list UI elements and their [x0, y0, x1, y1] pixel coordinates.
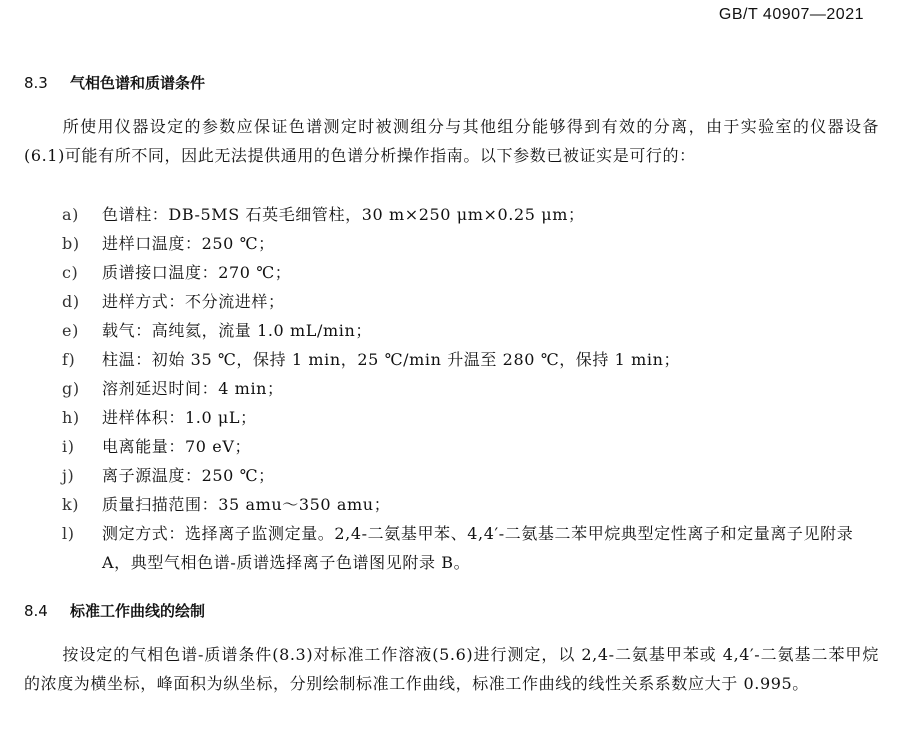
list-item-text: 离子源温度：250 ℃； — [102, 466, 275, 485]
list-marker: a) — [62, 205, 79, 224]
list-marker: i) — [62, 437, 75, 456]
section-number: 8.3 — [24, 74, 48, 92]
intro-text: 所使用仪器设定的参数应保证色谱测定时被测组分与其他组分能够得到有效的分离，由于实验室的仪器设备(6.1)可能有所不同，因此无法提供通用的色谱分析操作指南。以下参数已被证实是可行的： — [24, 117, 879, 165]
list-item — [62, 229, 882, 258]
list-item — [62, 374, 882, 403]
list-marker: h) — [62, 408, 80, 427]
list-item-text: 进样口温度：250 ℃； — [102, 234, 275, 253]
list-item — [62, 316, 882, 345]
list-item-text: 质量扫描范围：35 amu～350 amu； — [102, 495, 391, 514]
parameter-list — [62, 200, 882, 577]
list-item — [62, 258, 882, 287]
list-item — [62, 490, 882, 519]
list-item-text: 溶剂延迟时间：4 min； — [102, 379, 284, 398]
list-item — [62, 287, 882, 316]
list-item — [62, 432, 882, 461]
list-item — [62, 345, 882, 374]
list-item-text: 柱温：初始 35 ℃，保持 1 min，25 ℃/min 升温至 280 ℃，保持 1 min； — [102, 350, 681, 369]
list-marker: c) — [62, 263, 79, 282]
section-8-4-body — [24, 640, 879, 698]
section-title: 气相色谱和质谱条件 — [70, 74, 206, 92]
list-marker: e) — [62, 321, 79, 340]
list-item-text: 电离能量：70 eV； — [102, 437, 252, 456]
list-marker: f) — [62, 350, 76, 369]
section-number: 8.4 — [24, 602, 48, 620]
list-marker: d) — [62, 292, 80, 311]
list-marker: g) — [62, 379, 80, 398]
list-item-text: 进样方式：不分流进样； — [102, 292, 285, 311]
section-title: 标准工作曲线的绘制 — [70, 602, 206, 620]
section-8-3-intro — [24, 112, 879, 170]
list-item — [62, 200, 882, 229]
list-item — [62, 403, 882, 432]
list-item-text: 质谱接口温度：270 ℃； — [102, 263, 292, 282]
body-text: 按设定的气相色谱-质谱条件(8.3)对标准工作溶液(5.6)进行测定，以 2,4-二氨基甲苯或 4,4′-二氨基二苯甲烷的浓度为横坐标，峰面积为纵坐标，分别绘制标准工作曲线，标准工作曲线的线性关系系数应大于 0.995。 — [24, 645, 879, 693]
list-item — [62, 519, 882, 577]
list-item-text: 测定方式：选择离子监测定量。2,4-二氨基甲苯、4,4′-二氨基二苯甲烷典型定性离子和定量离子见附录 A，典型气相色谱-质谱选择离子色谱图见附录 B。 — [102, 524, 854, 572]
standard-code: GB/T 40907—2021 — [718, 6, 864, 23]
list-item — [62, 461, 882, 490]
section-8-4-heading — [24, 600, 205, 621]
section-8-3-heading — [24, 72, 205, 93]
list-item-text: 载气：高纯氦，流量 1.0 mL/min； — [102, 321, 372, 340]
list-marker: b) — [62, 234, 80, 253]
list-marker: j) — [62, 466, 75, 485]
list-marker: k) — [62, 495, 80, 514]
list-item-text: 色谱柱：DB-5MS 石英毛细管柱，30 m×250 μm×0.25 μm； — [102, 205, 585, 224]
list-marker: l) — [62, 524, 75, 543]
list-item-text: 进样体积：1.0 μL； — [102, 408, 257, 427]
